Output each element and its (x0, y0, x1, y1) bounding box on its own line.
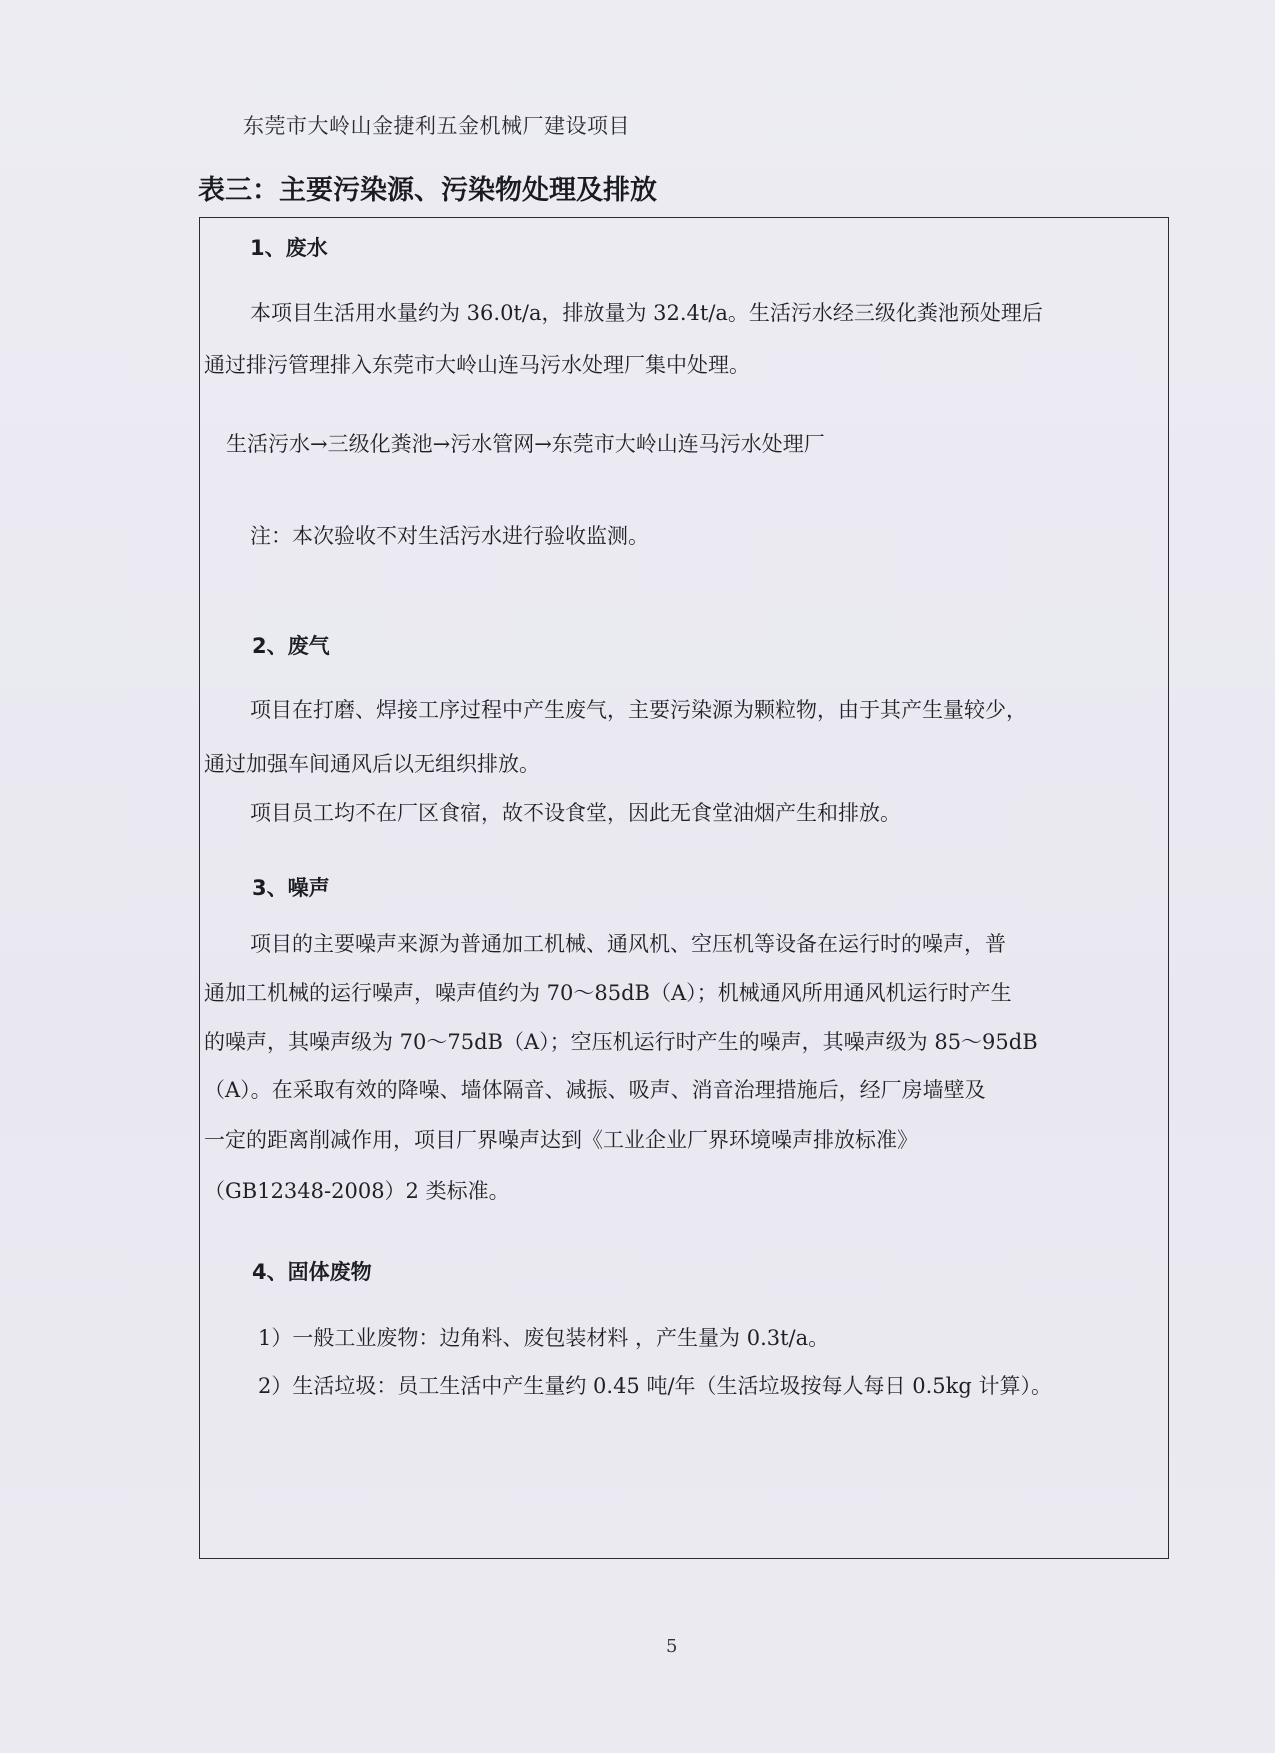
page-number: 5 (666, 1636, 678, 1657)
project-header: 东莞市大岭山金捷利五金机械厂建设项目 (243, 114, 630, 138)
content-box (199, 217, 1169, 1559)
wastewater-flow: 生活污水→三级化粪池→污水管网→东莞市大岭山连马污水处理厂 (226, 432, 825, 456)
solid-waste-text-line: 1）一般工业废物：边角料、废包装材料 ，产生量为 0.3t/a。 (258, 1326, 830, 1350)
waste-gas-text-line: 项目在打磨、焊接工序过程中产生废气，主要污染源为颗粒物，由于其产生量较少， (250, 698, 1027, 722)
waste-gas-text-line: 通过加强车间通风后以无组织排放。 (204, 752, 540, 776)
noise-text-line: 项目的主要噪声来源为普通加工机械、通风机、空压机等设备在运行时的噪声，普 (250, 932, 1006, 956)
noise-text-line: （GB12348-2008）2 类标准。 (204, 1179, 510, 1203)
noise-text-line: 一定的距离削减作用，项目厂界噪声达到《工业企业厂界环境噪声排放标准》 (204, 1128, 918, 1152)
section-title: 表三：主要污染源、污染物处理及排放 (198, 175, 657, 206)
wastewater-text-line: 本项目生活用水量约为 36.0t/a，排放量为 32.4t/a。生活污水经三级化粪池预处理后 (250, 301, 1043, 325)
waste-gas-text-line: 项目员工均不在厂区食宿，故不设食堂，因此无食堂油烟产生和排放。 (250, 801, 901, 825)
waste-gas-heading: 2、废气 (252, 634, 330, 658)
wastewater-heading: 1、废水 (250, 236, 328, 260)
noise-text-line: 通加工机械的运行噪声，噪声值约为 70～85dB（A）；机械通风所用通风机运行时产生 (204, 981, 1012, 1005)
solid-waste-text-line: 2）生活垃圾：员工生活中产生量约 0.45 吨/年（生活垃圾按每人每日 0.5kg 计算）。 (258, 1374, 1052, 1398)
wastewater-note: 注：本次验收不对生活污水进行验收监测。 (250, 524, 649, 548)
noise-text-line: 的噪声，其噪声级为 70～75dB（A）；空压机运行时产生的噪声，其噪声级为 85～95dB (204, 1030, 1038, 1054)
solid-waste-heading: 4、固体废物 (252, 1260, 372, 1284)
noise-heading: 3、噪声 (252, 876, 330, 900)
wastewater-text-line: 通过排污管理排入东莞市大岭山连马污水处理厂集中处理。 (204, 353, 750, 377)
noise-text-line: （A）。在采取有效的降噪、墙体隔音、减振、吸声、消音治理措施后，经厂房墙壁及 (204, 1078, 986, 1102)
